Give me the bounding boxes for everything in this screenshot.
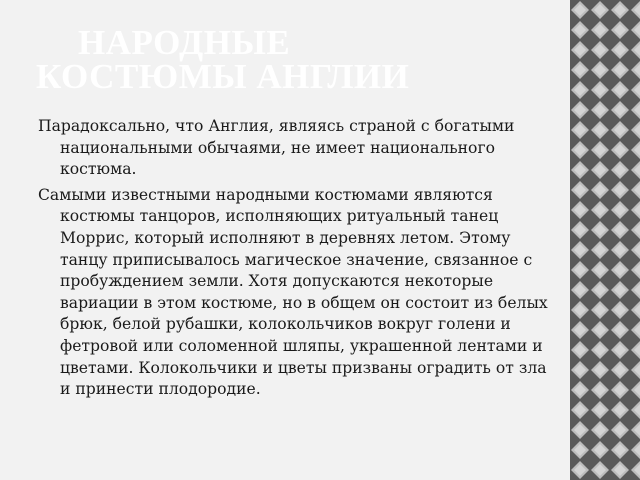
decorative-diamond-pattern [570,0,640,480]
slide-title [36,23,556,96]
paragraph-intro: Парадоксально, что Англия, являясь страной с богатыми национальными обычаями, не имеет национального костюма. [38,117,515,179]
slide-title-line-2: КОСТЮМЫ АНГЛИИ [36,57,410,96]
paragraph-morris-costume: Самыми известными народными костюмами являются костюмы танцоров, исполняющих ритуальный танец Моррис, который исполняют в деревнях летом. Этому танцу приписывалось магическое значение, связанное с пробуждением земли. Хотя допускаются некоторые вариации в этом костюме, но в общем он состоит из белых брюк, белой рубашки, колокольчиков вокруг голени и фетровой или соломенной шляпы, украшенной лентами и цветами. Колокольчики и цветы призваны оградить от зла и принести плодородие. [38,185,548,399]
slide-title-line-1: НАРОДНЫЕ [78,23,291,62]
slide-body [38,116,554,405]
